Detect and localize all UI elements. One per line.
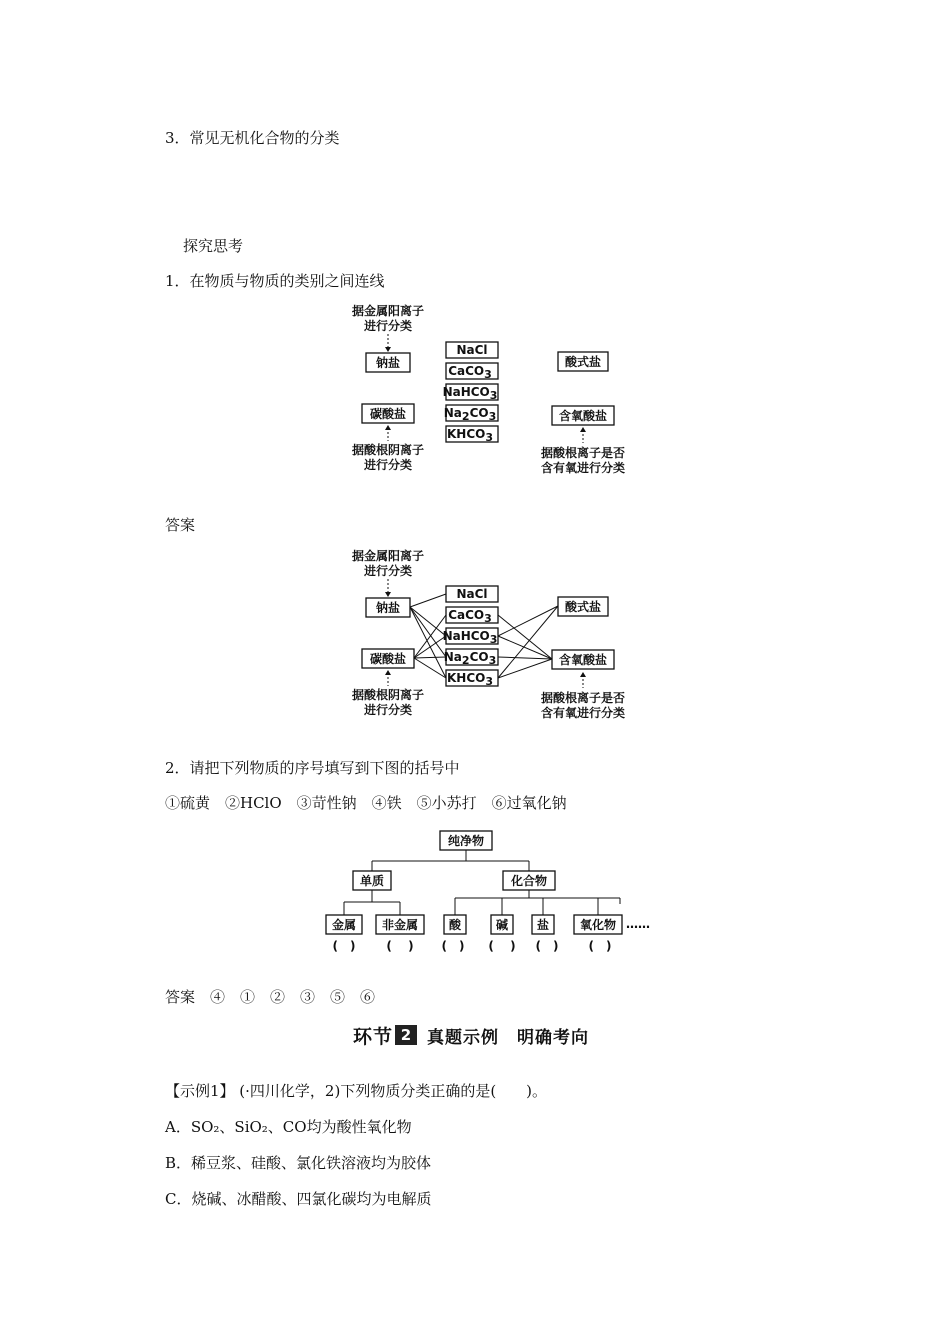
q2-compound: 化合物 bbox=[510, 874, 548, 888]
svg-text:NaHCO3: NaHCO3 bbox=[442, 385, 498, 402]
section-banner bbox=[353, 1022, 589, 1048]
q2-simple: 单质 bbox=[359, 874, 385, 888]
q2-salt: 盐 bbox=[536, 918, 550, 932]
q2-title: 2．请把下列物质的序号填写到下图的括号中 bbox=[165, 759, 460, 777]
q1-diagram bbox=[330, 300, 660, 480]
banner-part2: 真题示例 明确考向 bbox=[427, 1027, 590, 1048]
q2-acid: 酸 bbox=[448, 918, 462, 932]
q1a-bottom-right-1: 据酸根离子是否 bbox=[540, 691, 626, 705]
q1-substance-5: KHCO bbox=[446, 427, 486, 441]
q1-title: 1．在物质与物质的类别之间连线 bbox=[165, 272, 385, 290]
q1-bottom-left-1: 据酸根阴离子 bbox=[351, 443, 425, 457]
svg-text:Na2CO3: Na2CO3 bbox=[443, 650, 497, 667]
svg-text:CaCO3: CaCO3 bbox=[448, 364, 492, 381]
q1-substance-3: NaHCO bbox=[442, 385, 490, 399]
q2-tree-diagram bbox=[320, 826, 660, 961]
example-option-b: B．稀豆浆、硅酸、氯化铁溶液均为胶体 bbox=[165, 1154, 432, 1172]
q2-paren-2: ( ) bbox=[386, 939, 414, 953]
q1a-cat-acid-salt: 酸式盐 bbox=[564, 600, 602, 614]
explore-heading: 探究思考 bbox=[183, 237, 244, 255]
svg-text:Na2CO3: Na2CO3 bbox=[443, 406, 497, 423]
svg-text:NaHCO3: NaHCO3 bbox=[442, 629, 498, 646]
q2-answer: 答案 ④ ① ② ③ ⑤ ⑥ bbox=[165, 988, 376, 1006]
q1-substance-2: CaCO bbox=[448, 364, 485, 378]
q2-paren-3: ( ) bbox=[441, 939, 465, 953]
example-lead: 【示例1】 (·四川化学，2)下列物质分类正确的是( )。 bbox=[165, 1082, 548, 1100]
q1a-bottom-left-2: 进行分类 bbox=[363, 703, 413, 717]
svg-text:KHCO3: KHCO3 bbox=[446, 427, 494, 444]
banner-part1: 环节 bbox=[353, 1025, 394, 1048]
q1-answer-diagram bbox=[330, 545, 660, 725]
q1-substance-4: Na bbox=[443, 406, 462, 420]
q1-top-note-1: 据金属阳离子 bbox=[351, 304, 425, 318]
q1-cat-sodium: 钠盐 bbox=[375, 356, 401, 370]
example-option-c: C．烧碱、冰醋酸、四氯化碳均为电解质 bbox=[165, 1190, 432, 1208]
q1a-substance-1: NaCl bbox=[456, 587, 488, 601]
section3-heading: 3．常见无机化合物的分类 bbox=[165, 129, 340, 147]
q1-cat-acid-salt: 酸式盐 bbox=[564, 355, 602, 369]
svg-text:KHCO3: KHCO3 bbox=[446, 671, 494, 688]
banner-number: 2 bbox=[395, 1025, 417, 1045]
q1a-cat-carbonate: 碳酸盐 bbox=[369, 652, 407, 666]
q1a-bottom-left-1: 据酸根阴离子 bbox=[351, 688, 425, 702]
q1-bottom-right-2: 含有氧进行分类 bbox=[540, 461, 626, 475]
q2-paren-4: ( ) bbox=[488, 939, 516, 953]
q2-metal: 金属 bbox=[331, 918, 357, 932]
q1a-substance-5: KHCO bbox=[446, 671, 486, 685]
q1a-substance-3: NaHCO bbox=[442, 629, 490, 643]
q1a-bottom-right-2: 含有氧进行分类 bbox=[540, 706, 626, 720]
q2-root: 纯净物 bbox=[447, 834, 485, 848]
q2-paren-1: ( ) bbox=[332, 939, 356, 953]
q1a-cat-sodium: 钠盐 bbox=[375, 601, 401, 615]
q2-paren-5: ( ) bbox=[535, 939, 559, 953]
q1a-top-note-2: 进行分类 bbox=[363, 564, 413, 578]
q1a-cat-oxo-salt: 含氧酸盐 bbox=[558, 653, 608, 667]
q2-oxide: 氧化物 bbox=[579, 918, 617, 932]
q1-answer-label: 答案 bbox=[165, 516, 196, 534]
q1a-substance-4: Na bbox=[443, 650, 462, 664]
q1-bottom-left-2: 进行分类 bbox=[363, 458, 413, 472]
q1-cat-oxo-salt: 含氧酸盐 bbox=[558, 409, 608, 423]
q1a-substance-2: CaCO bbox=[448, 608, 485, 622]
q2-base: 碱 bbox=[495, 918, 509, 932]
svg-text:CaCO3: CaCO3 bbox=[448, 608, 492, 625]
q2-dots: …… bbox=[626, 917, 650, 931]
q1-substance-1: NaCl bbox=[456, 343, 488, 357]
q2-nonmetal: 非金属 bbox=[381, 918, 419, 932]
q1-top-note-2: 进行分类 bbox=[363, 319, 413, 333]
q1a-top-note-1: 据金属阳离子 bbox=[351, 549, 425, 563]
q1-cat-carbonate: 碳酸盐 bbox=[369, 407, 407, 421]
q2-items: ①硫黄 ②HClO ③苛性钠 ④铁 ⑤小苏打 ⑥过氧化钠 bbox=[165, 794, 567, 812]
q1-bottom-right-1: 据酸根离子是否 bbox=[540, 446, 626, 460]
q2-paren-6: ( ) bbox=[588, 939, 612, 953]
example-option-a: A．SO₂、SiO₂、CO均为酸性氧化物 bbox=[165, 1118, 412, 1136]
